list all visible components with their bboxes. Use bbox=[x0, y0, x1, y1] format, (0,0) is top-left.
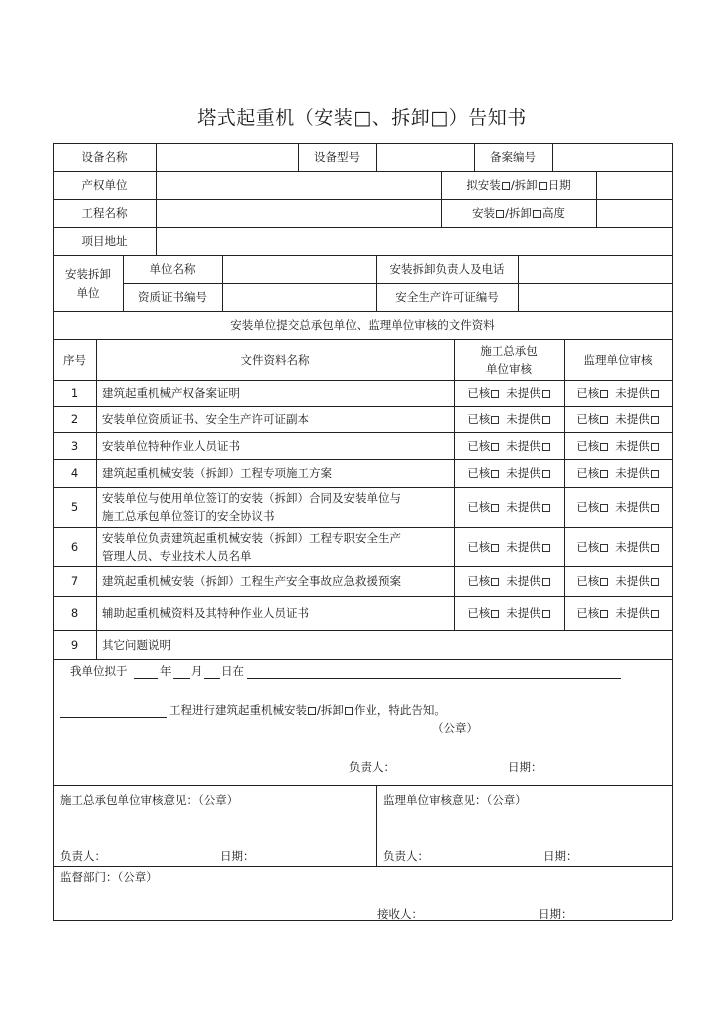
notice-seal: （公章） bbox=[432, 721, 478, 735]
contractor-not-provided-checkbox[interactable] bbox=[542, 544, 550, 552]
supervisor-review-label: 监理单位审核意见：（公章） bbox=[383, 793, 527, 807]
supervisor-review-cell bbox=[564, 386, 672, 400]
document-name: 建筑起重机械产权备案证明 bbox=[102, 386, 240, 400]
col-name-header: 文件资料名称 bbox=[240, 353, 310, 367]
row-no: 5 bbox=[70, 500, 79, 514]
authority-label: 监督部门：（公章） bbox=[60, 870, 158, 884]
row-no: 6 bbox=[70, 539, 79, 554]
notice-install-checkbox[interactable] bbox=[308, 707, 316, 715]
not-provided-label: 未提供 bbox=[506, 466, 541, 480]
contractor-review-label: 施工总承包单位审核意见：（公章） bbox=[60, 793, 239, 807]
supervisor-checked-checkbox[interactable] bbox=[600, 416, 608, 424]
contractor-checked-checkbox[interactable] bbox=[491, 578, 499, 586]
contractor-not-provided-checkbox[interactable] bbox=[542, 443, 550, 451]
supervisor-not-provided-checkbox[interactable] bbox=[651, 470, 659, 478]
owner-label: 产权单位 bbox=[81, 178, 128, 192]
supervisor-checked-checkbox[interactable] bbox=[600, 504, 608, 512]
notice-line2: 工程进行建筑起重机械安装 /拆卸 作业，特此告知。 bbox=[169, 703, 446, 717]
supervisor-not-provided-checkbox[interactable] bbox=[651, 504, 659, 512]
checked-label: 已核 bbox=[467, 412, 491, 426]
contractor-checked-checkbox[interactable] bbox=[491, 504, 499, 512]
supervisor-review-cell bbox=[564, 606, 672, 620]
row-no: 2 bbox=[70, 412, 79, 426]
checked-label: 已核 bbox=[576, 574, 600, 588]
contractor-not-provided-checkbox[interactable] bbox=[542, 578, 550, 586]
checked-label: 已核 bbox=[576, 386, 600, 400]
contractor-not-provided-checkbox[interactable] bbox=[542, 610, 550, 618]
supervisor-review-cell bbox=[564, 439, 672, 453]
supervisor-review-cell bbox=[564, 500, 672, 514]
document-name-line2: 施工总承包单位签订的安全协议书 bbox=[102, 509, 275, 523]
not-provided-label: 未提供 bbox=[506, 412, 541, 426]
device-model-label: 设备型号 bbox=[314, 150, 360, 164]
col-contractor-header-1: 施工总承包 bbox=[480, 344, 538, 358]
supervisor-checked-checkbox[interactable] bbox=[600, 443, 608, 451]
document-name: 建筑起重机械安装（拆卸）工程生产安全事故应急救援预案 bbox=[102, 574, 401, 588]
record-no-label: 备案编号 bbox=[490, 150, 536, 164]
manager-label: 安装拆卸负责人及电话 bbox=[389, 262, 505, 276]
device-name-label: 设备名称 bbox=[81, 150, 128, 164]
contractor-review-cell bbox=[454, 500, 564, 514]
checked-label: 已核 bbox=[467, 386, 491, 400]
notice-date-label: 日期： bbox=[508, 760, 543, 774]
dismantle-checkbox[interactable] bbox=[539, 182, 547, 190]
contractor-checked-checkbox[interactable] bbox=[491, 544, 499, 552]
contractor-checked-checkbox[interactable] bbox=[491, 610, 499, 618]
not-provided-label: 未提供 bbox=[615, 606, 650, 620]
installer-group-label-1: 安装拆卸 bbox=[65, 267, 111, 281]
contractor-checked-checkbox[interactable] bbox=[491, 443, 499, 451]
checked-label: 已核 bbox=[467, 539, 491, 554]
plan-date-label: 拟安装 /拆卸 日期 bbox=[466, 178, 571, 192]
contractor-review-cell bbox=[454, 386, 564, 400]
supervisor-review-cell bbox=[564, 412, 672, 426]
checked-label: 已核 bbox=[467, 500, 491, 514]
supervisor-checked-checkbox[interactable] bbox=[600, 610, 608, 618]
contractor-not-provided-checkbox[interactable] bbox=[542, 504, 550, 512]
supervisor-not-provided-checkbox[interactable] bbox=[651, 390, 659, 398]
not-provided-label: 未提供 bbox=[506, 574, 541, 588]
cert-no-label: 资质证书编号 bbox=[138, 290, 207, 304]
checked-label: 已核 bbox=[576, 500, 600, 514]
checked-label: 已核 bbox=[467, 574, 491, 588]
row-no: 4 bbox=[70, 466, 79, 480]
contractor-checked-checkbox[interactable] bbox=[491, 416, 499, 424]
project-label: 工程名称 bbox=[81, 206, 128, 220]
height-label: 安装 /拆卸 高度 bbox=[472, 206, 565, 220]
col-no-header: 序号 bbox=[63, 353, 86, 367]
row-no: 1 bbox=[70, 386, 79, 400]
checked-label: 已核 bbox=[576, 606, 600, 620]
contractor-person-label: 负责人： bbox=[60, 849, 106, 863]
notice-year-blank[interactable] bbox=[134, 678, 158, 679]
install-height-checkbox[interactable] bbox=[496, 210, 504, 218]
contractor-review-cell bbox=[454, 466, 564, 480]
supervisor-checked-checkbox[interactable] bbox=[600, 390, 608, 398]
install-checkbox[interactable] bbox=[502, 182, 510, 190]
notice-person-label: 负责人： bbox=[349, 760, 395, 774]
contractor-review-cell bbox=[454, 412, 564, 426]
page-title: 塔式起重机（安装□、拆卸□）告知书 bbox=[197, 107, 527, 129]
notice-year: 年 bbox=[160, 664, 172, 678]
supervisor-not-provided-checkbox[interactable] bbox=[651, 544, 659, 552]
not-provided-label: 未提供 bbox=[506, 438, 541, 453]
document-name: 辅助起重机械资料及其特种作业人员证书 bbox=[102, 606, 309, 620]
checked-label: 已核 bbox=[576, 539, 600, 554]
supervisor-review-cell bbox=[564, 466, 672, 480]
not-provided-label: 未提供 bbox=[615, 386, 650, 400]
checked-label: 已核 bbox=[576, 438, 600, 453]
notice-month: 月 bbox=[191, 664, 203, 678]
row-no-9: 9 bbox=[70, 638, 79, 652]
document-name: 建筑起重机械安装（拆卸）工程专项施工方案 bbox=[102, 466, 332, 480]
dismantle-height-checkbox[interactable] bbox=[533, 210, 541, 218]
contractor-review-cell bbox=[454, 574, 564, 588]
contractor-checked-checkbox[interactable] bbox=[491, 470, 499, 478]
supervisor-checked-checkbox[interactable] bbox=[600, 578, 608, 586]
license-no-label: 安全生产许可证编号 bbox=[395, 290, 499, 304]
supervisor-not-provided-checkbox[interactable] bbox=[651, 416, 659, 424]
supervisor-date-label: 日期： bbox=[543, 849, 578, 863]
row-no: 7 bbox=[70, 574, 79, 588]
document-name-line2: 管理人员、专业技术人员名单 bbox=[102, 548, 252, 563]
supervisor-checked-checkbox[interactable] bbox=[600, 544, 608, 552]
not-provided-label: 未提供 bbox=[506, 606, 541, 620]
checked-label: 已核 bbox=[467, 606, 491, 620]
not-provided-label: 未提供 bbox=[506, 539, 541, 554]
address-label: 项目地址 bbox=[81, 234, 128, 248]
notice-day-blank[interactable] bbox=[204, 678, 220, 679]
contractor-date-label: 日期： bbox=[220, 849, 255, 863]
document-name: 安装单位负责建筑起重机械安装（拆卸）工程专职安全生产 bbox=[102, 530, 401, 545]
supervisor-review-cell bbox=[564, 574, 672, 588]
contractor-not-provided-checkbox[interactable] bbox=[542, 470, 550, 478]
notice-month-blank[interactable] bbox=[173, 678, 190, 679]
contractor-not-provided-checkbox[interactable] bbox=[542, 390, 550, 398]
not-provided-label: 未提供 bbox=[506, 386, 541, 400]
col-supervisor-header: 监理单位审核 bbox=[583, 353, 653, 367]
supervisor-review-cell bbox=[564, 540, 672, 554]
not-provided-label: 未提供 bbox=[615, 412, 650, 426]
other-issues-label: 其它问题说明 bbox=[102, 638, 171, 652]
row-no: 3 bbox=[70, 438, 79, 453]
notice-dismantle-checkbox[interactable] bbox=[345, 707, 353, 715]
document-name: 安装单位资质证书、安全生产许可证副本 bbox=[102, 412, 309, 426]
document-name: 安装单位与使用单位签订的安装（拆卸）合同及安装单位与 bbox=[102, 491, 401, 505]
row-no: 8 bbox=[70, 606, 79, 620]
checked-label: 已核 bbox=[576, 466, 600, 480]
checked-label: 已核 bbox=[576, 412, 600, 426]
checked-label: 已核 bbox=[467, 438, 491, 453]
not-provided-label: 未提供 bbox=[615, 574, 650, 588]
contractor-not-provided-checkbox[interactable] bbox=[542, 416, 550, 424]
not-provided-label: 未提供 bbox=[615, 438, 650, 453]
checked-label: 已核 bbox=[467, 466, 491, 480]
contractor-review-cell bbox=[454, 439, 564, 453]
supervisor-person-label: 负责人： bbox=[383, 849, 429, 863]
installer-group-label-2: 单位 bbox=[76, 286, 100, 300]
unit-name-label: 单位名称 bbox=[149, 262, 196, 276]
contractor-checked-checkbox[interactable] bbox=[491, 390, 499, 398]
supervisor-not-provided-checkbox[interactable] bbox=[651, 610, 659, 618]
document-name: 安装单位特种作业人员证书 bbox=[102, 438, 240, 453]
contractor-review-cell bbox=[454, 606, 564, 620]
col-contractor-header-2: 单位审核 bbox=[486, 362, 532, 376]
notice-day: 日在 bbox=[221, 664, 244, 678]
authority-date-label: 日期： bbox=[538, 907, 573, 921]
not-provided-label: 未提供 bbox=[615, 466, 650, 480]
supervisor-not-provided-checkbox[interactable] bbox=[651, 443, 659, 451]
notice-line1-lead: 我单位拟于 bbox=[70, 664, 128, 678]
supervisor-not-provided-checkbox[interactable] bbox=[651, 578, 659, 586]
not-provided-label: 未提供 bbox=[615, 539, 650, 554]
contractor-review-cell bbox=[454, 540, 564, 554]
notice-project-blank[interactable] bbox=[60, 717, 167, 718]
not-provided-label: 未提供 bbox=[615, 500, 650, 514]
supervisor-checked-checkbox[interactable] bbox=[600, 470, 608, 478]
authority-receiver-label: 接收人： bbox=[377, 907, 423, 921]
not-provided-label: 未提供 bbox=[506, 500, 541, 514]
notice-location-blank[interactable] bbox=[247, 678, 621, 679]
documents-section-title: 安装单位提交总承包单位、监理单位审核的文件资料 bbox=[230, 318, 495, 332]
